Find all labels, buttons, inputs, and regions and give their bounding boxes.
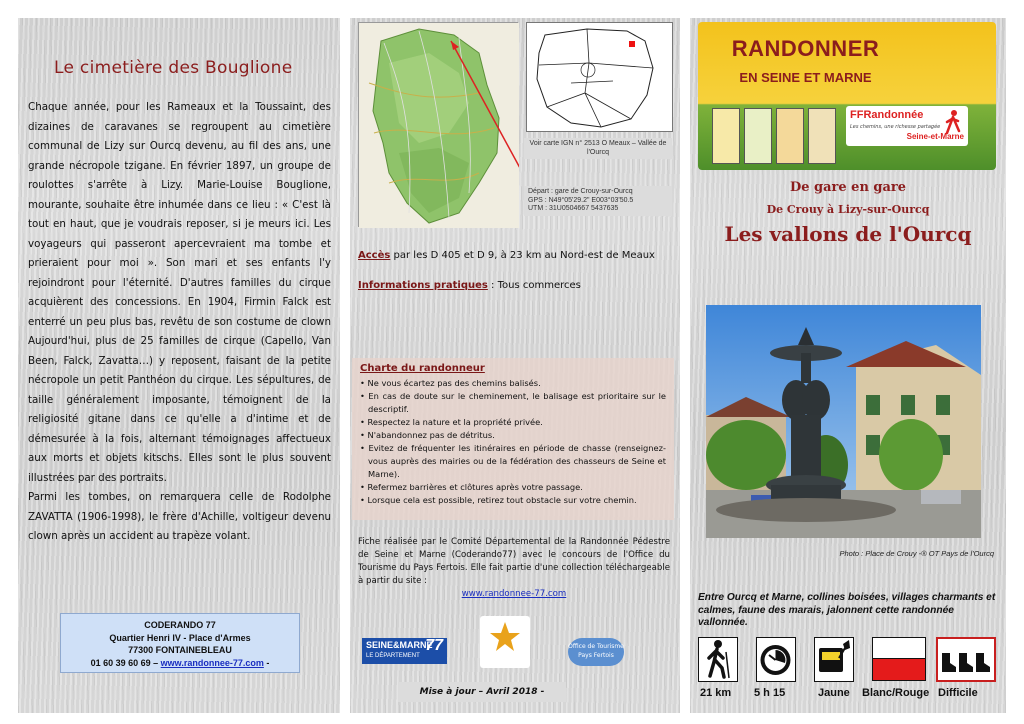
gr-white-stripe [872, 637, 926, 659]
fiche-text-block [358, 536, 670, 601]
ffr-dept: Seine-et-Marne [906, 132, 964, 141]
charte-title: Charte du randonneur [360, 363, 485, 374]
route-title: Les vallons de l'Ourcq [724, 222, 972, 246]
depart-caption [524, 186, 672, 216]
clock-icon [757, 638, 794, 680]
infos-label: Informations pratiques [358, 280, 488, 291]
gare-heading: De gare en gare [789, 180, 907, 195]
photo-caption: Photo : Place de Crouy -® OT Pays de l'Ourcq [839, 549, 994, 558]
fiche-text: Fiche réalisée par le Comité Départemental de la Randonnée Pédestre de Seine et Marne (Coderando77) avec le concours de l'Office du Tourisme du Pays Fertois. Elle fait partie d'une collection téléchargeable à partir du site : [358, 537, 670, 586]
boots-icon [938, 639, 994, 680]
contact-site-link[interactable]: www.randonnee-77.com [160, 657, 264, 668]
fiche-site-link[interactable]: www.randonnee-77.com [461, 589, 567, 599]
ffr-slogan: Les chemins, une richesse partagée [850, 124, 941, 130]
logo-sm-number: 77 [425, 637, 443, 654]
place-de-crouy-photo [706, 305, 981, 538]
charte-item: • Evitez de fréquenter les itinéraires en période de chasse (renseignez-vous auprès des mairies ou de la fédération des chasseurs de Seine et Marne). [360, 443, 666, 479]
department-map [358, 22, 518, 227]
topoguide-cover [744, 108, 772, 164]
banner-title: RANDONNER [731, 36, 880, 61]
charte-item: • N'abandonnez pas de détritus. [360, 430, 495, 440]
logo-sm-line-1: SEINE&MARNE [366, 640, 433, 650]
department-map-graphic [359, 23, 519, 228]
charte-item: • Refermez barrières et clôtures après votre passage. [360, 482, 583, 492]
route-description: Entre Ourcq et Marne, collines boisées, villages charmants et calmes, faune des marais, jalonnent cette randonnée vallonnée. [698, 592, 996, 628]
acces-text: par les D 405 et D 9, à 23 km au Nord-est de Meaux [390, 250, 655, 261]
difficulty-card [936, 637, 996, 682]
gr-value: Blanc/Rouge [862, 687, 930, 699]
office-tourisme-logo [480, 616, 530, 668]
ffr-name: FFRandonnée [850, 109, 924, 121]
banner-subtitle: EN SEINE ET MARNE [739, 70, 872, 85]
difficulty-value: Difficile [938, 687, 978, 699]
gare-route: De Crouy à Lizy-sur-Ourcq [766, 203, 930, 216]
middle-panel [350, 18, 680, 713]
cimetiere-paragraph-1: Chaque année, pour les Rameaux et la Toussaint, des dizaines de caravanes se regroupent au cimetière communal de Lizy sur Ourcq devenu, au fil des ans, une grande nécropole tzigane. En février 1897, un groupe de roulottes s'arrête à Lizy. Marie-Louise Bouglione, mourante, souhaite être inhumée dans ce lieu : « C'est là tout en haut, que je voudrais reposer, si je meurs ici. Les voyageurs qui passeront apercevraient ma tombe et prieraient pour moi ». Son mari et ses enfants l'y rejoindront pour l'éternité. D'autres familles du cirque acquièrent des concessions. En 1904, Firmin Falck est enterré un peu plus bas, revêtu de son costume de clown Aujourd'hui, plus de 25 familles de cirque (Capello, Van Been, Falck, Zavatta…) y reposent, faisant de la petite nécropole un petit Panthéon du cirque. Les sépultures, de taille généralement imposante, témoignent de la religiosité gitane dans ce qu'elle a d'intime et de démesurée à la fois, alternant témoignages affectueux aux morts et objets kitschs. Elles sont le plus souvent illustrées par des portraits. [28, 101, 331, 484]
ffrandonnee-logo [846, 106, 968, 146]
charte-list [360, 377, 666, 507]
seine-et-marne-logo [362, 638, 447, 664]
depart-line-2: GPS : N49°05'29.2" E003°03'50.5 [528, 196, 634, 204]
contact-phone-line [61, 657, 299, 670]
ile-de-france-map [526, 22, 673, 132]
acces-line [358, 250, 655, 261]
banner [698, 22, 996, 170]
cimetiere-text [28, 98, 331, 547]
partner-logos [358, 614, 670, 668]
contact-box [60, 613, 300, 673]
star-icon [480, 616, 530, 656]
balisage-card [814, 637, 854, 682]
infos-text: : Tous commerces [487, 280, 581, 291]
ign-caption: Voir carte IGN n° 2513 O Meaux – Vallée de l'Ourcq [524, 138, 672, 159]
walker-icon [699, 638, 736, 680]
right-panel [690, 18, 1006, 713]
charte-item: • Ne vous écartez pas des chemins balisés. [360, 378, 541, 388]
distance-value: 21 km [700, 687, 732, 699]
route-stats [698, 637, 998, 705]
acces-label: Accès [358, 250, 391, 261]
charte-item: • Lorsque cela est possible, retirez tout obstacle sur votre chemin. [360, 495, 637, 505]
update-date: Mise à jour – Avril 2018 - [398, 682, 566, 702]
gr-card [872, 637, 926, 682]
cimetiere-title: Le cimetière des Bouglione [54, 58, 293, 78]
cimetiere-paragraph-2: Parmi les tombes, on remarquera celle de Rodolphe ZAVATTA (1906-1998), le frère d'Achille, voltigeur devenu clown après un accident au trapèze volant. [28, 491, 331, 542]
duration-value: 5 h 15 [754, 687, 786, 699]
left-panel [18, 18, 340, 713]
topoguide-cover [712, 108, 740, 164]
paint-pot-icon [815, 638, 852, 680]
gr-red-stripe [872, 659, 926, 681]
contact-address-2: 77300 FONTAINEBLEAU [128, 645, 232, 655]
charte-item: • Respectez la nature et la propriété privée. [360, 417, 543, 427]
contact-phone: 01 60 39 60 69 – [90, 657, 159, 668]
logo-sm-line-2: LE DÉPARTEMENT [366, 653, 420, 659]
charte-item: • En cas de doute sur le cheminement, le balisage est prioritaire sur le descriptif. [360, 391, 666, 414]
contact-name: CODERANDO 77 [144, 620, 216, 630]
depart-line-3: UTM : 31U0504667 5437635 [528, 205, 619, 212]
hiker-icon [944, 109, 962, 135]
balisage-value: Jaune [818, 687, 850, 699]
ile-de-france-map-graphic [527, 23, 674, 133]
pays-fertois-logo: Office de Tourisme Pays Fertois [568, 638, 624, 666]
charte-box [352, 358, 674, 520]
depart-line-1: Départ : gare de Crouy-sur-Ourcq [528, 188, 633, 195]
distance-card [698, 637, 738, 682]
contact-suffix: - [266, 657, 270, 668]
duration-card [756, 637, 796, 682]
topoguide-cover [808, 108, 836, 164]
infos-line [358, 280, 581, 291]
fountain-photo [706, 305, 981, 538]
contact-address-1: Quartier Henri IV - Place d'Armes [109, 632, 251, 643]
topoguide-cover [776, 108, 804, 164]
